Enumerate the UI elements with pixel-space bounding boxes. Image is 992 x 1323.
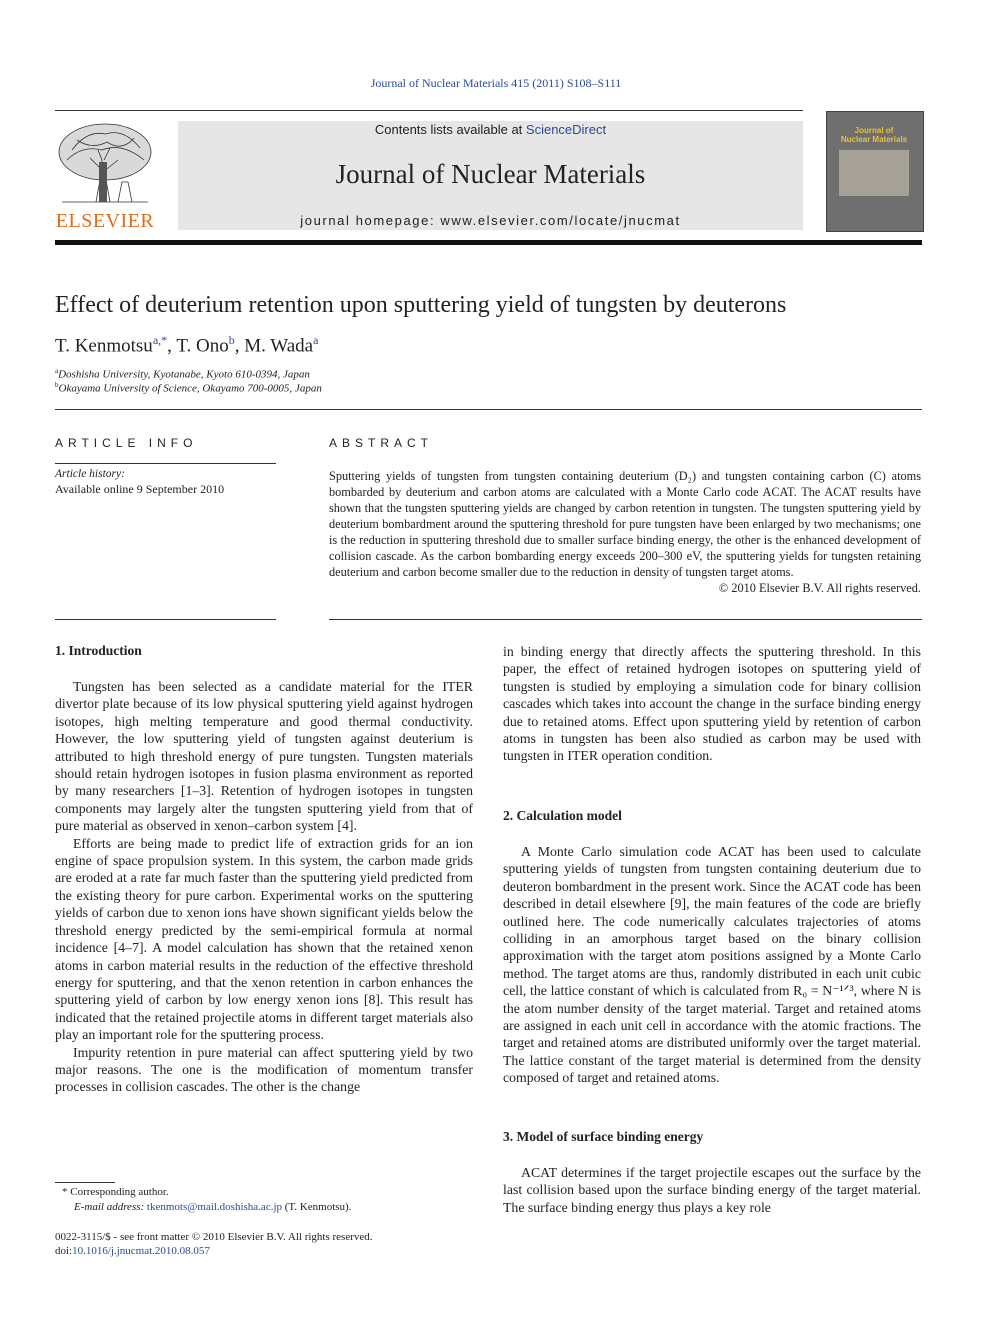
journal-title: Journal of Nuclear Materials [335, 159, 646, 189]
contents-prefix: Contents lists available at [374, 122, 526, 137]
author-list [55, 333, 318, 357]
author-name: M. Wada [244, 335, 314, 357]
cover-title [833, 126, 915, 144]
article-history-label: Article history: [55, 468, 125, 480]
publisher-name: ELSEVIER [55, 210, 155, 232]
affiliation [55, 367, 310, 381]
elsevier-logo [52, 120, 158, 232]
author-name: T. Kenmotsu [55, 335, 153, 357]
journal-reference[interactable]: Journal of Nuclear Materials 415 (2011) S108–S111 [370, 76, 622, 90]
affiliation-label: b [55, 381, 59, 389]
author-affiliation-marker[interactable]: a [313, 333, 319, 347]
affiliation-text: Doshisha University, Kyotanabe, Kyoto 610-0394, Japan [58, 368, 310, 381]
paragraph: A Monte Carlo simulation code ACAT has been used to calculate sputtering yields of tungsten from tungsten containing deuterium due to deuteron bombardment in the present work. Since the ACAT code has been described in detail elsewhere [9], the main features of the code are briefly outlined here. The code numerically calculates trajectories of atoms colliding in an amorphous target based on the binary collision approximation with the target atom positions assigned by a Monte Carlo method. The target atoms are thus, randomly distributed in each unit cubic cell, the lattice constant of which is calculated from R₀ = N⁻¹ᐟ³, where N is the atom number density of the target material. Target and retained atoms are assigned in each unit cell in accordance with the atomic fractions. The target and retained atoms are distributed uniformly over the target material. The lattice constant of the target material is determined from the density composed of target and retained atoms. [503, 844, 921, 1086]
abstract-bottom-rule [329, 619, 922, 620]
affiliation-label: a [55, 367, 59, 375]
right-column-intro [503, 643, 921, 765]
section-heading-introduction: 1. Introduction [55, 643, 142, 658]
email-label: E-mail address: [74, 1201, 147, 1213]
section-rule [55, 409, 922, 410]
abstract-text: Sputtering yields of tungsten from tungsten containing deuterium (D₂) and tungsten containing carbon (C) atoms bombarded by deuterium and carbon atoms are calculated with a Monte Carlo code ACAT. The ACAT results have shown that the tungsten sputtering yields are changed by carbon retention in tungsten. The tungsten sputtering yield by deuterium bombardment around the sputtering threshold for pure tungsten have been enlarged by two mechanisms; one is the reduction in sputtering threshold due to smaller surface binding energy, the other is the enhanced development of collision cascade. As the carbon bombarding energy exceeds 200–300 eV, the sputtering yields for tungsten retaining deuterium and carbon become smaller due to the reduction in density of tungsten target atoms. [329, 469, 921, 579]
author-affiliation-marker[interactable]: a,* [152, 333, 168, 347]
paragraph: Tungsten has been selected as a candidate material for the ITER divertor plate because of its low physical sputtering yield against hydrogen isotopes, high melting temperature and good thermal conductivity. However, the low sputtering yield of tungsten against deuterium is attributed to high threshold energy of pure tungsten. Tungsten materials should retain hydrogen isotopes in fusion plasma environment as reported by many researchers [1–3]. Retention of hydrogen isotopes in tungsten components may largely alter the tungsten sputtering yield from that of pure material as observed in xenon–carbon system [4]. [55, 679, 473, 834]
doi-prefix: doi: [55, 1245, 73, 1257]
section-heading-calculation-model: 2. Calculation model [503, 808, 622, 823]
header-thick-rule [55, 240, 922, 245]
email-suffix: (T. Kenmotsu). [282, 1201, 352, 1213]
author-name: T. Ono [176, 335, 229, 357]
abstract-copyright: © 2010 Elsevier B.V. All rights reserved. [718, 581, 921, 595]
contents-line [178, 122, 803, 137]
doi-link[interactable]: 10.1016/j.jnucmat.2010.08.057 [72, 1245, 210, 1257]
paragraph: ACAT determines if the target projectile escapes out the surface by the last collision based upon the surface binding energy of the target material. The surface binding energy thus plays a key role [503, 1165, 921, 1215]
issn-line: 0022-3115/$ - see front matter © 2010 Elsevier B.V. All rights reserved. [55, 1231, 373, 1243]
paragraph: Efforts are being made to predict life of extraction grids for an ion engine of space propulsion system. In this system, the carbon made grids are eroded at a rate far much faster than the sputtering yield predicted from the existing theory for pure carbon. Experimental works on the sputtering yields of carbon due to xenon ions have shown significant yields below the threshold energy predicted by the semi-empirical formula at normal incidence [4–7]. A model calculation has shown that the retained xenon atoms in carbon material results in the reduction of the effective threshold energy for sputtering, and that the xenon retention in carbon enhances the sputtering yield of carbon by low energy xenon ions [8]. This result has indicated that the retained projectile atoms in different target materials also play an important role for the sputtering process. [55, 835, 473, 1043]
abstract [329, 468, 921, 596]
article-info-rule [55, 463, 276, 464]
paragraph: Impurity retention in pure material can affect sputtering yield by two major reasons. The one is the modification of momentum transfer processes in collision cascades. The other is the change [55, 1044, 473, 1095]
abstract-heading: ABSTRACT [329, 436, 434, 450]
journal-banner [178, 121, 803, 230]
author-separator: , [234, 335, 245, 357]
section-heading-surface-binding-energy: 3. Model of surface binding energy [503, 1129, 704, 1144]
corresponding-author-note: * Corresponding author. [62, 1186, 169, 1198]
header-rule [55, 110, 803, 111]
affiliation [55, 381, 322, 395]
footnote-rule [55, 1182, 115, 1183]
author-separator: , [167, 335, 177, 357]
journal-homepage[interactable]: journal homepage: www.elsevier.com/locate/jnucmat [300, 213, 681, 228]
article-info-heading: ARTICLE INFO [55, 436, 198, 450]
elsevier-tree-icon [52, 120, 158, 208]
article-info-bottom-rule [55, 619, 276, 620]
email-note [74, 1201, 351, 1213]
email-link[interactable]: tkenmots@mail.doshisha.ac.jp [146, 1201, 283, 1213]
article-history-value: Available online 9 September 2010 [55, 482, 225, 496]
journal-cover [826, 111, 924, 232]
cover-image [839, 150, 909, 196]
right-column-calc [503, 843, 921, 1087]
cover-title-line-2: Nuclear Materials [840, 135, 908, 144]
doi-line [55, 1245, 210, 1257]
author-affiliation-marker[interactable]: b [228, 333, 235, 347]
affiliation-text: Okayama University of Science, Okayamo 700-0005, Japan [58, 382, 322, 395]
sciencedirect-link[interactable]: ScienceDirect [525, 122, 607, 137]
left-column [55, 678, 473, 1096]
paper-title: Effect of deuterium retention upon sputtering yield of tungsten by deuterons [55, 292, 787, 318]
paragraph: in binding energy that directly affects the sputtering threshold. In this paper, the effect of retained hydrogen isotopes on sputtering yield of tungsten is studied by employing a simulation code for binary collision cascades which takes into account the change in the surface binding energy due to retained atoms. Effect upon sputtering yield by retention of carbon atoms in tungsten has been also studied as carbon may be used with tungsten in ITER operation condition. [503, 644, 921, 764]
right-column-sbe [503, 1164, 921, 1216]
cover-title-line-1: Journal of [854, 126, 894, 135]
